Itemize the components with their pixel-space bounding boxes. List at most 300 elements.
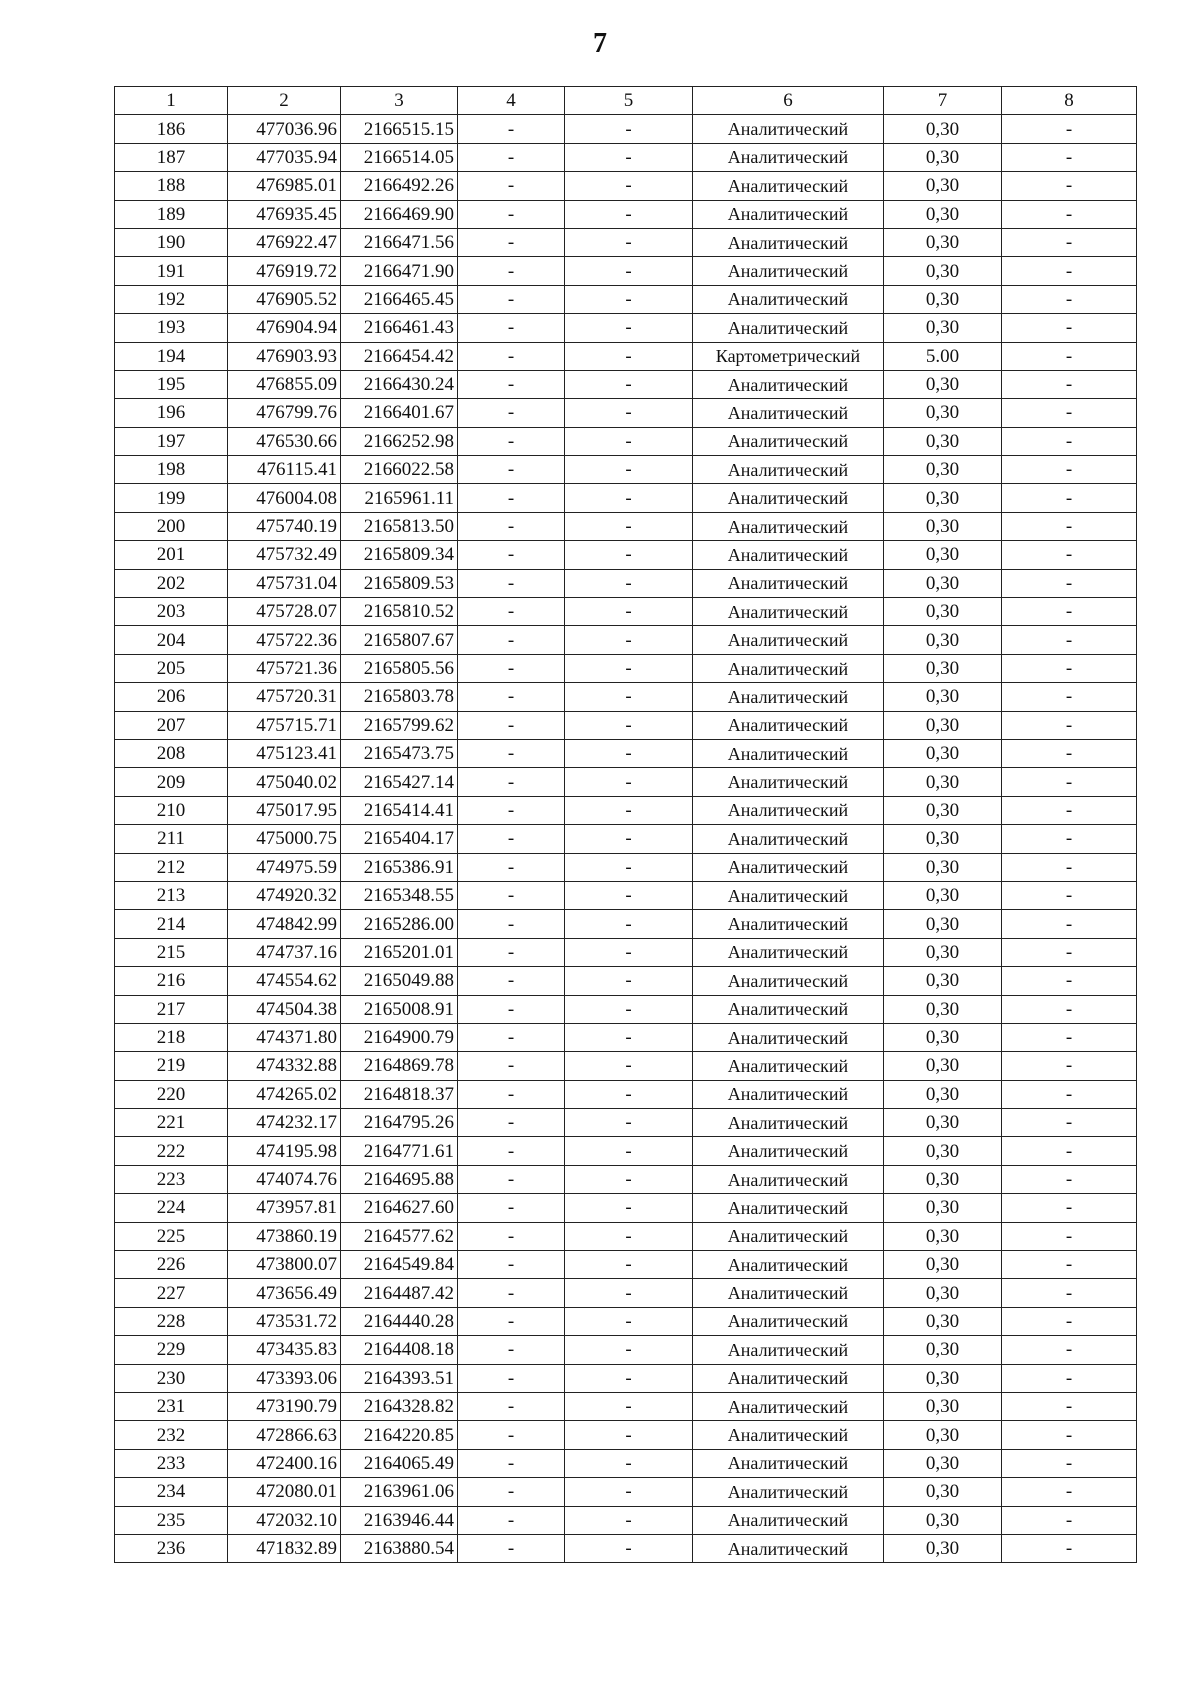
x-coordinate-cell: 474232.17 bbox=[228, 1109, 341, 1137]
column-header: 7 bbox=[884, 87, 1002, 115]
column-8-cell: - bbox=[1002, 598, 1137, 626]
method-cell: Аналитический bbox=[693, 1449, 884, 1477]
accuracy-cell: 0,30 bbox=[884, 598, 1002, 626]
accuracy-cell: 0,30 bbox=[884, 172, 1002, 200]
accuracy-cell: 0,30 bbox=[884, 1137, 1002, 1165]
x-coordinate-cell: 474504.38 bbox=[228, 995, 341, 1023]
column-8-cell: - bbox=[1002, 995, 1137, 1023]
point-number-cell: 219 bbox=[115, 1052, 228, 1080]
y-coordinate-cell: 2165810.52 bbox=[341, 598, 458, 626]
column-5-cell: - bbox=[565, 768, 693, 796]
method-cell: Аналитический bbox=[693, 1052, 884, 1080]
column-5-cell: - bbox=[565, 995, 693, 1023]
column-4-cell: - bbox=[458, 1279, 565, 1307]
column-header: 5 bbox=[565, 87, 693, 115]
column-5-cell: - bbox=[565, 1222, 693, 1250]
column-4-cell: - bbox=[458, 1080, 565, 1108]
point-number-cell: 206 bbox=[115, 683, 228, 711]
accuracy-cell: 0,30 bbox=[884, 484, 1002, 512]
column-4-cell: - bbox=[458, 484, 565, 512]
accuracy-cell: 0,30 bbox=[884, 1392, 1002, 1420]
y-coordinate-cell: 2164487.42 bbox=[341, 1279, 458, 1307]
table-row bbox=[115, 1279, 1137, 1307]
accuracy-cell: 0,30 bbox=[884, 1336, 1002, 1364]
column-5-cell: - bbox=[565, 796, 693, 824]
point-number-cell: 217 bbox=[115, 995, 228, 1023]
y-coordinate-cell: 2164577.62 bbox=[341, 1222, 458, 1250]
column-8-cell: - bbox=[1002, 1222, 1137, 1250]
point-number-cell: 187 bbox=[115, 143, 228, 171]
table-row bbox=[115, 228, 1137, 256]
accuracy-cell: 0,30 bbox=[884, 853, 1002, 881]
x-coordinate-cell: 475722.36 bbox=[228, 626, 341, 654]
column-8-cell: - bbox=[1002, 1336, 1137, 1364]
point-number-cell: 232 bbox=[115, 1421, 228, 1449]
x-coordinate-cell: 475720.31 bbox=[228, 683, 341, 711]
column-8-cell: - bbox=[1002, 228, 1137, 256]
x-coordinate-cell: 476799.76 bbox=[228, 399, 341, 427]
table-row bbox=[115, 825, 1137, 853]
y-coordinate-cell: 2165809.53 bbox=[341, 569, 458, 597]
method-cell: Аналитический bbox=[693, 512, 884, 540]
method-cell: Аналитический bbox=[693, 881, 884, 909]
method-cell: Аналитический bbox=[693, 541, 884, 569]
x-coordinate-cell: 473531.72 bbox=[228, 1307, 341, 1335]
x-coordinate-cell: 475040.02 bbox=[228, 768, 341, 796]
x-coordinate-cell: 473800.07 bbox=[228, 1251, 341, 1279]
table-row bbox=[115, 399, 1137, 427]
table-row bbox=[115, 1109, 1137, 1137]
column-5-cell: - bbox=[565, 569, 693, 597]
y-coordinate-cell: 2166022.58 bbox=[341, 456, 458, 484]
table-row bbox=[115, 1052, 1137, 1080]
point-number-cell: 213 bbox=[115, 881, 228, 909]
point-number-cell: 194 bbox=[115, 342, 228, 370]
accuracy-cell: 0,30 bbox=[884, 456, 1002, 484]
y-coordinate-cell: 2164440.28 bbox=[341, 1307, 458, 1335]
point-number-cell: 212 bbox=[115, 853, 228, 881]
accuracy-cell: 0,30 bbox=[884, 1251, 1002, 1279]
accuracy-cell: 0,30 bbox=[884, 285, 1002, 313]
column-5-cell: - bbox=[565, 370, 693, 398]
column-4-cell: - bbox=[458, 938, 565, 966]
x-coordinate-cell: 475000.75 bbox=[228, 825, 341, 853]
point-number-cell: 199 bbox=[115, 484, 228, 512]
column-4-cell: - bbox=[458, 1023, 565, 1051]
column-8-cell: - bbox=[1002, 1109, 1137, 1137]
method-cell: Аналитический bbox=[693, 825, 884, 853]
column-5-cell: - bbox=[565, 285, 693, 313]
x-coordinate-cell: 473435.83 bbox=[228, 1336, 341, 1364]
method-cell: Аналитический bbox=[693, 172, 884, 200]
column-8-cell: - bbox=[1002, 825, 1137, 853]
accuracy-cell: 0,30 bbox=[884, 1421, 1002, 1449]
table-row bbox=[115, 1165, 1137, 1193]
column-8-cell: - bbox=[1002, 484, 1137, 512]
x-coordinate-cell: 476905.52 bbox=[228, 285, 341, 313]
column-4-cell: - bbox=[458, 314, 565, 342]
method-cell: Аналитический bbox=[693, 598, 884, 626]
table-row bbox=[115, 683, 1137, 711]
x-coordinate-cell: 473957.81 bbox=[228, 1194, 341, 1222]
column-4-cell: - bbox=[458, 1421, 565, 1449]
column-5-cell: - bbox=[565, 1392, 693, 1420]
y-coordinate-cell: 2165049.88 bbox=[341, 967, 458, 995]
y-coordinate-cell: 2166515.15 bbox=[341, 115, 458, 143]
table-row bbox=[115, 796, 1137, 824]
method-cell: Аналитический bbox=[693, 1080, 884, 1108]
accuracy-cell: 0,30 bbox=[884, 967, 1002, 995]
y-coordinate-cell: 2164627.60 bbox=[341, 1194, 458, 1222]
accuracy-cell: 0,30 bbox=[884, 314, 1002, 342]
column-5-cell: - bbox=[565, 200, 693, 228]
point-number-cell: 216 bbox=[115, 967, 228, 995]
column-8-cell: - bbox=[1002, 342, 1137, 370]
column-5-cell: - bbox=[565, 172, 693, 200]
x-coordinate-cell: 474195.98 bbox=[228, 1137, 341, 1165]
column-4-cell: - bbox=[458, 1222, 565, 1250]
column-4-cell: - bbox=[458, 654, 565, 682]
point-number-cell: 225 bbox=[115, 1222, 228, 1250]
column-8-cell: - bbox=[1002, 399, 1137, 427]
column-8-cell: - bbox=[1002, 1364, 1137, 1392]
point-number-cell: 224 bbox=[115, 1194, 228, 1222]
table-row bbox=[115, 342, 1137, 370]
page-number: 7 bbox=[593, 28, 607, 59]
y-coordinate-cell: 2165803.78 bbox=[341, 683, 458, 711]
table-row bbox=[115, 1023, 1137, 1051]
x-coordinate-cell: 475732.49 bbox=[228, 541, 341, 569]
x-coordinate-cell: 475715.71 bbox=[228, 711, 341, 739]
column-5-cell: - bbox=[565, 1279, 693, 1307]
column-8-cell: - bbox=[1002, 654, 1137, 682]
column-5-cell: - bbox=[565, 825, 693, 853]
point-number-cell: 203 bbox=[115, 598, 228, 626]
table-row bbox=[115, 1307, 1137, 1335]
method-cell: Аналитический bbox=[693, 1392, 884, 1420]
x-coordinate-cell: 473656.49 bbox=[228, 1279, 341, 1307]
x-coordinate-cell: 474554.62 bbox=[228, 967, 341, 995]
column-8-cell: - bbox=[1002, 512, 1137, 540]
column-5-cell: - bbox=[565, 1421, 693, 1449]
column-4-cell: - bbox=[458, 598, 565, 626]
column-8-cell: - bbox=[1002, 1137, 1137, 1165]
column-8-cell: - bbox=[1002, 143, 1137, 171]
method-cell: Аналитический bbox=[693, 228, 884, 256]
method-cell: Аналитический bbox=[693, 115, 884, 143]
column-5-cell: - bbox=[565, 1023, 693, 1051]
column-4-cell: - bbox=[458, 1251, 565, 1279]
column-8-cell: - bbox=[1002, 626, 1137, 654]
x-coordinate-cell: 474737.16 bbox=[228, 938, 341, 966]
point-number-cell: 195 bbox=[115, 370, 228, 398]
method-cell: Аналитический bbox=[693, 739, 884, 767]
accuracy-cell: 0,30 bbox=[884, 1080, 1002, 1108]
x-coordinate-cell: 471832.89 bbox=[228, 1534, 341, 1562]
method-cell: Аналитический bbox=[693, 796, 884, 824]
x-coordinate-cell: 474842.99 bbox=[228, 910, 341, 938]
table-row bbox=[115, 257, 1137, 285]
table-row bbox=[115, 541, 1137, 569]
point-number-cell: 198 bbox=[115, 456, 228, 484]
accuracy-cell: 0,30 bbox=[884, 711, 1002, 739]
accuracy-cell: 0,30 bbox=[884, 1449, 1002, 1477]
point-number-cell: 202 bbox=[115, 569, 228, 597]
table-row bbox=[115, 512, 1137, 540]
y-coordinate-cell: 2164220.85 bbox=[341, 1421, 458, 1449]
column-4-cell: - bbox=[458, 825, 565, 853]
table-row bbox=[115, 626, 1137, 654]
point-number-cell: 221 bbox=[115, 1109, 228, 1137]
method-cell: Картометрический bbox=[693, 342, 884, 370]
x-coordinate-cell: 475721.36 bbox=[228, 654, 341, 682]
column-5-cell: - bbox=[565, 541, 693, 569]
x-coordinate-cell: 476004.08 bbox=[228, 484, 341, 512]
column-5-cell: - bbox=[565, 1336, 693, 1364]
table-row bbox=[115, 285, 1137, 313]
y-coordinate-cell: 2165348.55 bbox=[341, 881, 458, 909]
column-5-cell: - bbox=[565, 1506, 693, 1534]
table-row bbox=[115, 569, 1137, 597]
point-number-cell: 208 bbox=[115, 739, 228, 767]
column-5-cell: - bbox=[565, 1534, 693, 1562]
column-5-cell: - bbox=[565, 654, 693, 682]
column-5-cell: - bbox=[565, 1478, 693, 1506]
column-4-cell: - bbox=[458, 541, 565, 569]
y-coordinate-cell: 2166401.67 bbox=[341, 399, 458, 427]
y-coordinate-cell: 2166471.56 bbox=[341, 228, 458, 256]
column-8-cell: - bbox=[1002, 1023, 1137, 1051]
column-4-cell: - bbox=[458, 172, 565, 200]
method-cell: Аналитический bbox=[693, 456, 884, 484]
table-row bbox=[115, 172, 1137, 200]
x-coordinate-cell: 473190.79 bbox=[228, 1392, 341, 1420]
x-coordinate-cell: 476904.94 bbox=[228, 314, 341, 342]
point-number-cell: 197 bbox=[115, 427, 228, 455]
x-coordinate-cell: 474920.32 bbox=[228, 881, 341, 909]
column-5-cell: - bbox=[565, 512, 693, 540]
y-coordinate-cell: 2166471.90 bbox=[341, 257, 458, 285]
column-4-cell: - bbox=[458, 285, 565, 313]
table-row bbox=[115, 881, 1137, 909]
x-coordinate-cell: 473860.19 bbox=[228, 1222, 341, 1250]
column-8-cell: - bbox=[1002, 938, 1137, 966]
table-row bbox=[115, 1478, 1137, 1506]
y-coordinate-cell: 2165404.17 bbox=[341, 825, 458, 853]
x-coordinate-cell: 474265.02 bbox=[228, 1080, 341, 1108]
y-coordinate-cell: 2165805.56 bbox=[341, 654, 458, 682]
method-cell: Аналитический bbox=[693, 143, 884, 171]
method-cell: Аналитический bbox=[693, 1023, 884, 1051]
accuracy-cell: 0,30 bbox=[884, 654, 1002, 682]
method-cell: Аналитический bbox=[693, 995, 884, 1023]
table-row bbox=[115, 484, 1137, 512]
point-number-cell: 223 bbox=[115, 1165, 228, 1193]
method-cell: Аналитический bbox=[693, 1222, 884, 1250]
column-4-cell: - bbox=[458, 399, 565, 427]
column-8-cell: - bbox=[1002, 1052, 1137, 1080]
method-cell: Аналитический bbox=[693, 1279, 884, 1307]
column-8-cell: - bbox=[1002, 1478, 1137, 1506]
table-row bbox=[115, 739, 1137, 767]
accuracy-cell: 0,30 bbox=[884, 796, 1002, 824]
column-4-cell: - bbox=[458, 1052, 565, 1080]
accuracy-cell: 0,30 bbox=[884, 1165, 1002, 1193]
column-5-cell: - bbox=[565, 881, 693, 909]
column-5-cell: - bbox=[565, 683, 693, 711]
y-coordinate-cell: 2165961.11 bbox=[341, 484, 458, 512]
y-coordinate-cell: 2166454.42 bbox=[341, 342, 458, 370]
x-coordinate-cell: 472080.01 bbox=[228, 1478, 341, 1506]
column-8-cell: - bbox=[1002, 200, 1137, 228]
y-coordinate-cell: 2165201.01 bbox=[341, 938, 458, 966]
method-cell: Аналитический bbox=[693, 711, 884, 739]
x-coordinate-cell: 475123.41 bbox=[228, 739, 341, 767]
column-4-cell: - bbox=[458, 626, 565, 654]
accuracy-cell: 0,30 bbox=[884, 1052, 1002, 1080]
method-cell: Аналитический bbox=[693, 399, 884, 427]
column-4-cell: - bbox=[458, 995, 565, 1023]
table-row bbox=[115, 1534, 1137, 1562]
method-cell: Аналитический bbox=[693, 1307, 884, 1335]
table-row bbox=[115, 938, 1137, 966]
column-8-cell: - bbox=[1002, 1392, 1137, 1420]
x-coordinate-cell: 477036.96 bbox=[228, 115, 341, 143]
column-4-cell: - bbox=[458, 257, 565, 285]
accuracy-cell: 0,30 bbox=[884, 1222, 1002, 1250]
point-number-cell: 211 bbox=[115, 825, 228, 853]
accuracy-cell: 0,30 bbox=[884, 825, 1002, 853]
column-8-cell: - bbox=[1002, 1279, 1137, 1307]
column-8-cell: - bbox=[1002, 1080, 1137, 1108]
column-4-cell: - bbox=[458, 881, 565, 909]
column-header: 3 bbox=[341, 87, 458, 115]
y-coordinate-cell: 2164771.61 bbox=[341, 1137, 458, 1165]
accuracy-cell: 0,30 bbox=[884, 1109, 1002, 1137]
y-coordinate-cell: 2165799.62 bbox=[341, 711, 458, 739]
point-number-cell: 215 bbox=[115, 938, 228, 966]
point-number-cell: 201 bbox=[115, 541, 228, 569]
point-number-cell: 189 bbox=[115, 200, 228, 228]
point-number-cell: 233 bbox=[115, 1449, 228, 1477]
point-number-cell: 205 bbox=[115, 654, 228, 682]
accuracy-cell: 0,30 bbox=[884, 512, 1002, 540]
table-row bbox=[115, 456, 1137, 484]
y-coordinate-cell: 2164393.51 bbox=[341, 1364, 458, 1392]
column-8-cell: - bbox=[1002, 910, 1137, 938]
column-5-cell: - bbox=[565, 314, 693, 342]
column-5-cell: - bbox=[565, 484, 693, 512]
table-row bbox=[115, 370, 1137, 398]
method-cell: Аналитический bbox=[693, 683, 884, 711]
x-coordinate-cell: 477035.94 bbox=[228, 143, 341, 171]
y-coordinate-cell: 2165414.41 bbox=[341, 796, 458, 824]
column-8-cell: - bbox=[1002, 796, 1137, 824]
method-cell: Аналитический bbox=[693, 427, 884, 455]
table-row bbox=[115, 967, 1137, 995]
column-5-cell: - bbox=[565, 1307, 693, 1335]
x-coordinate-cell: 473393.06 bbox=[228, 1364, 341, 1392]
column-8-cell: - bbox=[1002, 683, 1137, 711]
column-4-cell: - bbox=[458, 342, 565, 370]
accuracy-cell: 0,30 bbox=[884, 1534, 1002, 1562]
column-8-cell: - bbox=[1002, 853, 1137, 881]
y-coordinate-cell: 2166514.05 bbox=[341, 143, 458, 171]
accuracy-cell: 0,30 bbox=[884, 995, 1002, 1023]
column-8-cell: - bbox=[1002, 427, 1137, 455]
column-8-cell: - bbox=[1002, 967, 1137, 995]
point-number-cell: 220 bbox=[115, 1080, 228, 1108]
y-coordinate-cell: 2163946.44 bbox=[341, 1506, 458, 1534]
y-coordinate-cell: 2164818.37 bbox=[341, 1080, 458, 1108]
y-coordinate-cell: 2164795.26 bbox=[341, 1109, 458, 1137]
y-coordinate-cell: 2164549.84 bbox=[341, 1251, 458, 1279]
column-header: 4 bbox=[458, 87, 565, 115]
method-cell: Аналитический bbox=[693, 1336, 884, 1364]
column-4-cell: - bbox=[458, 1364, 565, 1392]
point-number-cell: 222 bbox=[115, 1137, 228, 1165]
table-row bbox=[115, 995, 1137, 1023]
y-coordinate-cell: 2164900.79 bbox=[341, 1023, 458, 1051]
table-row bbox=[115, 314, 1137, 342]
table-row bbox=[115, 1080, 1137, 1108]
table-row bbox=[115, 1392, 1137, 1420]
table-row bbox=[115, 1449, 1137, 1477]
column-4-cell: - bbox=[458, 1506, 565, 1534]
accuracy-cell: 0,30 bbox=[884, 739, 1002, 767]
y-coordinate-cell: 2166252.98 bbox=[341, 427, 458, 455]
y-coordinate-cell: 2165473.75 bbox=[341, 739, 458, 767]
x-coordinate-cell: 476922.47 bbox=[228, 228, 341, 256]
point-number-cell: 229 bbox=[115, 1336, 228, 1364]
method-cell: Аналитический bbox=[693, 1109, 884, 1137]
point-number-cell: 227 bbox=[115, 1279, 228, 1307]
method-cell: Аналитический bbox=[693, 1137, 884, 1165]
x-coordinate-cell: 476115.41 bbox=[228, 456, 341, 484]
method-cell: Аналитический bbox=[693, 967, 884, 995]
column-5-cell: - bbox=[565, 1080, 693, 1108]
accuracy-cell: 0,30 bbox=[884, 910, 1002, 938]
accuracy-cell: 0,30 bbox=[884, 626, 1002, 654]
method-cell: Аналитический bbox=[693, 853, 884, 881]
y-coordinate-cell: 2165807.67 bbox=[341, 626, 458, 654]
x-coordinate-cell: 475731.04 bbox=[228, 569, 341, 597]
column-header: 6 bbox=[693, 87, 884, 115]
accuracy-cell: 0,30 bbox=[884, 938, 1002, 966]
column-4-cell: - bbox=[458, 1534, 565, 1562]
column-5-cell: - bbox=[565, 967, 693, 995]
table-row bbox=[115, 711, 1137, 739]
accuracy-cell: 0,30 bbox=[884, 683, 1002, 711]
y-coordinate-cell: 2165286.00 bbox=[341, 910, 458, 938]
method-cell: Аналитический bbox=[693, 1364, 884, 1392]
column-4-cell: - bbox=[458, 427, 565, 455]
y-coordinate-cell: 2166492.26 bbox=[341, 172, 458, 200]
column-5-cell: - bbox=[565, 1194, 693, 1222]
header-row bbox=[115, 87, 1137, 115]
table-row bbox=[115, 200, 1137, 228]
column-4-cell: - bbox=[458, 739, 565, 767]
y-coordinate-cell: 2166465.45 bbox=[341, 285, 458, 313]
column-8-cell: - bbox=[1002, 1194, 1137, 1222]
x-coordinate-cell: 472866.63 bbox=[228, 1421, 341, 1449]
column-5-cell: - bbox=[565, 910, 693, 938]
method-cell: Аналитический bbox=[693, 1165, 884, 1193]
accuracy-cell: 0,30 bbox=[884, 1364, 1002, 1392]
x-coordinate-cell: 475740.19 bbox=[228, 512, 341, 540]
method-cell: Аналитический bbox=[693, 1251, 884, 1279]
method-cell: Аналитический bbox=[693, 768, 884, 796]
